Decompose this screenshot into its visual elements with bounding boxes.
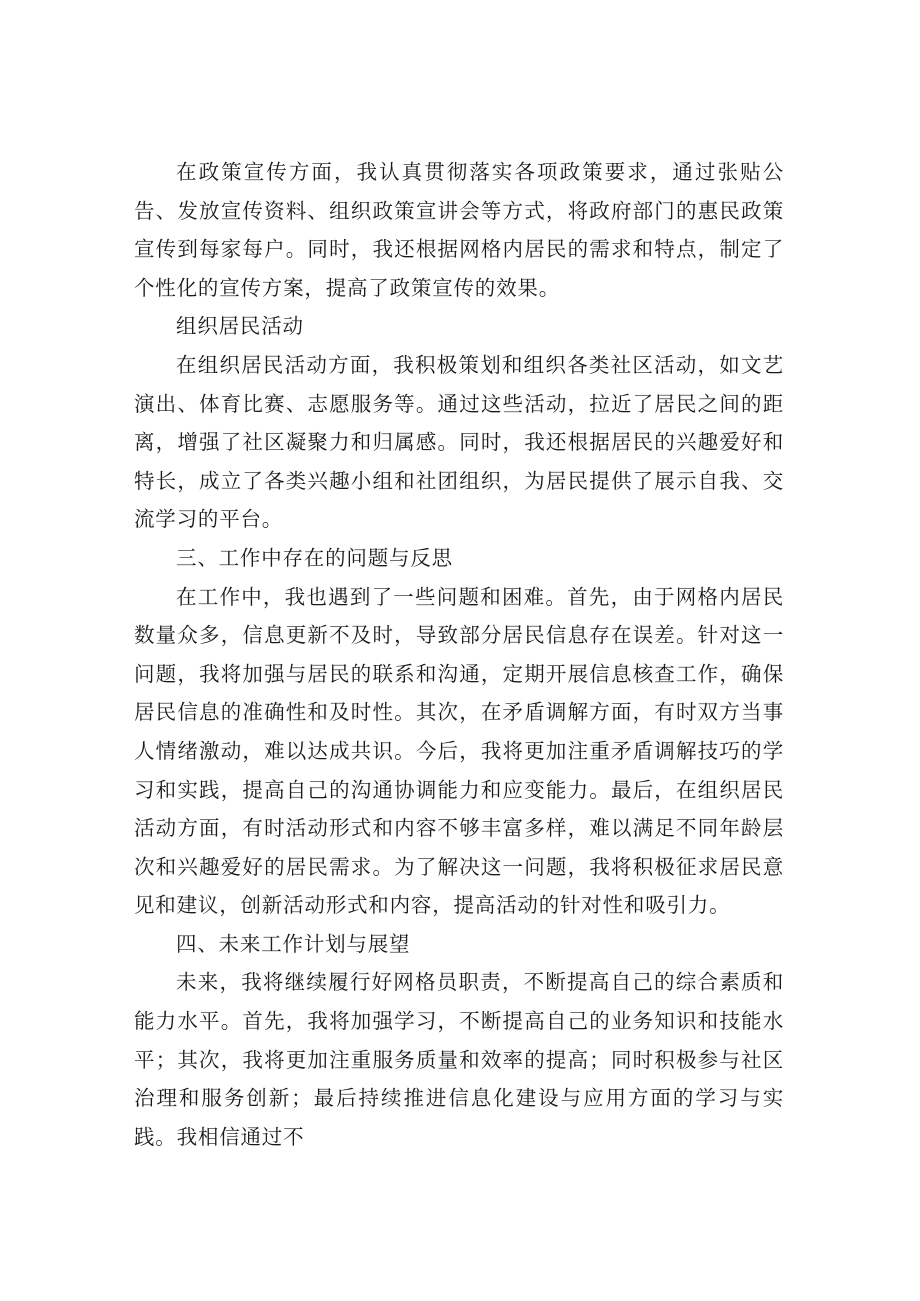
section-heading-future-plans: 四、未来工作计划与展望 <box>176 931 411 956</box>
document-body <box>134 153 784 1156</box>
paragraph-problems-reflection: 在工作中，我也遇到了一些问题和困难。首先，由于网格内居民数量众多，信息更新不及时，导致部分居民信息存在误差。针对这一问题，我将加强与居民的联系和沟通，定期开展信息核查工作，确保居民信息的准确性和及时性。其次，在矛盾调解方面，有时双方当事人情绪激动，难以达成共识。今后，我将更加注重矛盾调解技巧的学习和实践，提高自己的沟通协调能力和应变能力。最后，在组织居民活动方面，有时活动形式和内容不够丰富多样，难以满足不同年龄层次和兴趣爱好的居民需求。为了解决这一问题，我将积极征求居民意见和建议，创新活动形式和内容，提高活动的针对性和吸引力。 <box>134 584 784 918</box>
section-heading-problems-reflection: 三、工作中存在的问题与反思 <box>176 545 453 570</box>
section-heading-resident-activities: 组织居民活动 <box>176 314 304 339</box>
paragraph-policy-publicity: 在政策宣传方面，我认真贯彻落实各项政策要求，通过张贴公告、发放宣传资料、组织政策宣讲会等方式，将政府部门的惠民政策宣传到每家每户。同时，我还根据网格内居民的需求和特点，制定了个性化的宣传方案，提高了政策宣传的效果。 <box>134 160 784 300</box>
paragraph-future-plans: 未来，我将继续履行好网格员职责，不断提高自己的综合素质和能力水平。首先，我将加强学习，不断提高自己的业务知识和技能水平；其次，我将更加注重服务质量和效率的提高；同时积极参与社区治理和服务创新；最后持续推进信息化建设与应用方面的学习与实践。我相信通过不 <box>134 970 784 1149</box>
paragraph-resident-activities: 在组织居民活动方面，我积极策划和组织各类社区活动，如文艺演出、体育比赛、志愿服务等。通过这些活动，拉近了居民之间的距离，增强了社区凝聚力和归属感。同时，我还根据居民的兴趣爱好和特长，成立了各类兴趣小组和社团组织，为居民提供了展示自我、交流学习的平台。 <box>134 352 784 532</box>
